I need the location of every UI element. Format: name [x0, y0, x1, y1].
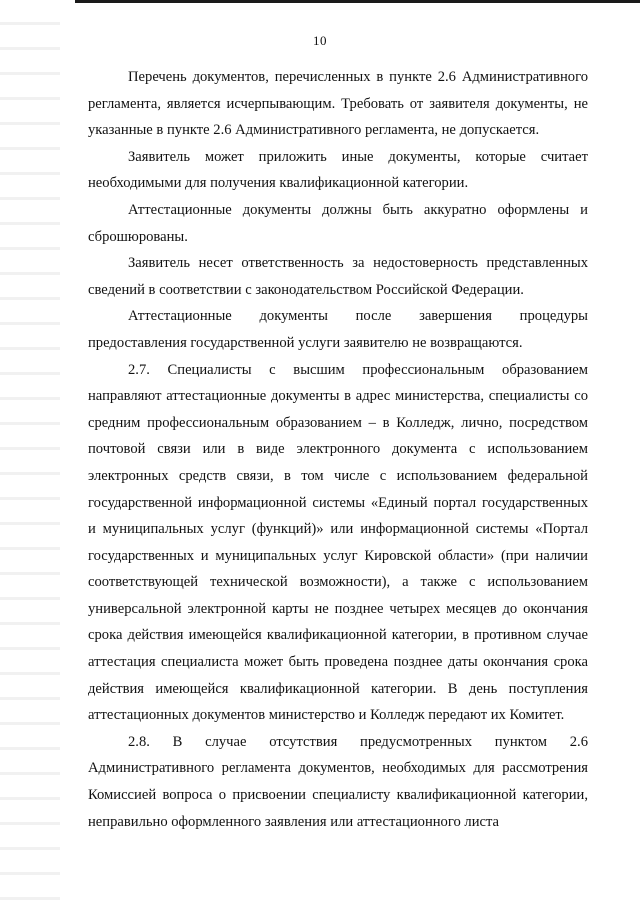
paragraph-section-2-7: 2.7. Специалисты с высшим профессиональным образованием направляют аттестационные документы в адрес министерства, специалисты со средним профессиональным образованием – в Колледж, лично, посредством почтовой связи или в виде электронного документа с использованием электронных средств связи, в том числе с использованием федеральной государственной информационной системы «Единый портал государственных и муниципальных услуг (функций)» или информационной системы «Портал государственных и муниципальных услуг Кировской области» (при наличии соответствующей технической возможности), а также с использованием универсальной электронной карты не позднее четырех месяцев до окончания срока действия имеющейся квалификационной категории, в противном случае аттестация специалиста может быть проведена позднее даты окончания срока действия имеющейся квалификационной категории. В день поступления аттестационных документов министерство и Колледж передают их Комитет. — [88, 361, 588, 724]
paragraph-formatting: Аттестационные документы должны быть аккуратно оформлены и сброшюрованы. — [88, 201, 588, 245]
paragraph-documents-list: Перечень документов, перечисленных в пункте 2.6 Административного регламента, является исчерпывающим. Требовать от заявителя документы, не указанные в пункте 2.6 Административного регламента, не допускается. — [88, 69, 588, 139]
paragraph-responsibility: Заявитель несет ответственность за недостоверность представленных сведений в соответствии с законодательством Российской Федерации. — [88, 255, 588, 298]
paragraph-section-2-8: 2.8. В случае отсутствия предусмотренных пунктом 2.6 Административного регламента документов, необходимых для рассмотрения Комиссией вопроса о присвоении специалисту квалификационной категории, неправильно оформленного заявления или аттестационного листа — [88, 733, 588, 830]
top-border-line — [75, 0, 640, 3]
scan-margin-artifact — [0, 0, 60, 905]
paragraph-not-returned: Аттестационные документы после завершения процедуры предоставления государственной услуги заявителю не возвращаются. — [88, 308, 588, 351]
page-number: 10 — [313, 33, 327, 48]
document-body — [88, 64, 588, 835]
paragraph-other-documents: Заявитель может приложить иные документы, которые считает необходимыми для получения квалификационной категории. — [88, 148, 588, 192]
